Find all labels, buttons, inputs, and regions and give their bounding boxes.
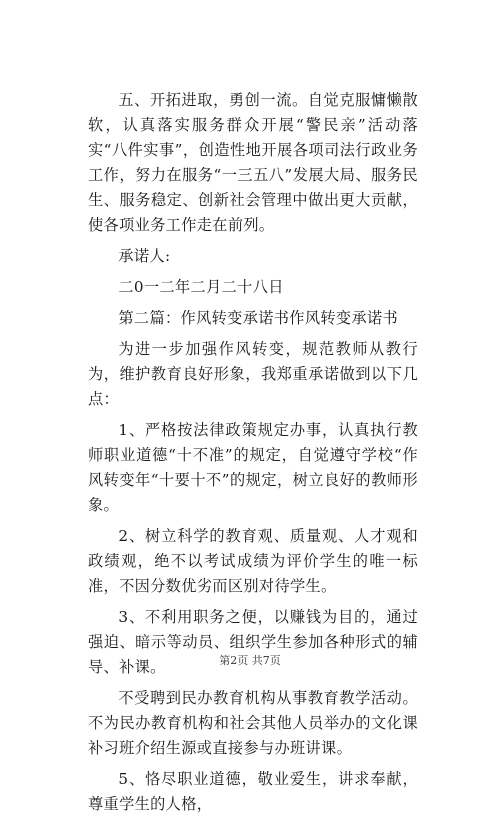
page-number-footer: 第2页 共7页 xyxy=(219,654,281,667)
paragraph-item-two: 2、树立科学的教育观、质量观、人才观和政绩观，绝不以考试成绩为评价学生的唯一标准，不因分数优劣而区别对待学生。 xyxy=(88,527,418,595)
paragraph-signatory-label: 承诺人: xyxy=(118,247,171,265)
paragraph-date: 二0一二年二月二十八日 xyxy=(118,278,284,296)
paragraph-section-five: 五、开拓进取，勇创一流。自觉克服慵懒散软，认真落实服务群众开展“警民亲”活动落实“八件实事”，创造性地开展各项司法行政业务工作，努力在服务“一三五八”发展大局、服务民生、服务稳定、创新社会管理中做出更大贡献，使各项业务工作走在前列。 xyxy=(88,91,418,234)
document-body xyxy=(88,88,418,823)
paragraph-item-four: 不受聘到民办教育机构从事教育教学活动。不为民办教育机构和社会其他人员举办的文化课补习班介绍生源或直接参与办班讲课。 xyxy=(88,689,418,757)
paragraph-chapter-two-title: 第二篇：作风转变承诺书作风转变承诺书 xyxy=(118,309,399,327)
paragraph-item-five: 5、恪尽职业道德，敬业爱生，讲求奉献，尊重学生的人格， xyxy=(88,770,418,813)
paragraph-intro: 为进一步加强作风转变，规范教师从教行为，维护教育良好形象，我郑重承诺做到以下几点： xyxy=(88,340,418,408)
paragraph-item-three: 3、不利用职务之便，以赚钱为目的，通过强迫、暗示等动员、组织学生参加各种形式的辅导、补课。 xyxy=(88,608,418,676)
paragraph-item-one: 1、严格按法律政策规定办事，认真执行教师职业道德“十不准”的规定，自觉遵守学校“作风转变年“十要十不”的规定，树立良好的教师形象。 xyxy=(88,421,418,514)
